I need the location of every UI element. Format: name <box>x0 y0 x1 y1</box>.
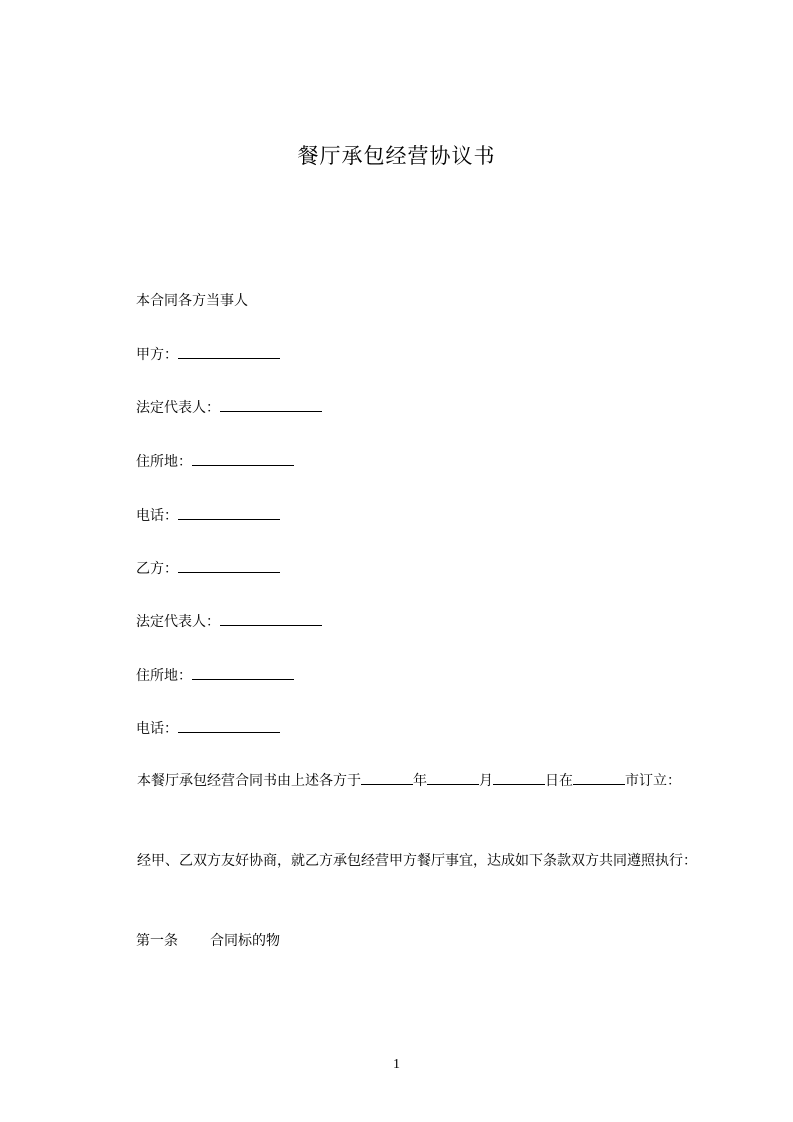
party-a-phone-line <box>136 505 280 526</box>
city-blank <box>573 770 625 785</box>
party-a-line <box>136 344 280 365</box>
party-a-phone-label: 电话： <box>136 508 178 524</box>
signing-paragraph <box>105 765 705 797</box>
party-a-rep-label: 法定代表人： <box>136 400 220 416</box>
intro-line: 本合同各方当事人 <box>136 293 248 309</box>
party-b-label: 乙方： <box>136 561 178 577</box>
page-number: 1 <box>393 1057 400 1072</box>
party-b-address-blank <box>192 665 294 680</box>
year-blank <box>361 770 413 785</box>
party-a-rep-blank <box>220 397 322 412</box>
article-1-number: 第一条 <box>136 933 178 949</box>
article-1-heading <box>136 931 280 951</box>
party-b-rep-blank <box>220 611 322 626</box>
party-a-address-line <box>136 451 294 472</box>
party-b-phone-label: 电话： <box>136 721 178 737</box>
signing-year: 年 <box>413 773 427 789</box>
party-b-address-label: 住所地： <box>136 668 192 684</box>
agreement-text: 经甲、乙双方友好协商，就乙方承包经营甲方餐厅事宜，达成如下条款双方共同遵照执行： <box>137 853 697 869</box>
party-b-rep-label: 法定代表人： <box>136 614 220 630</box>
month-blank <box>427 770 479 785</box>
agreement-paragraph <box>105 845 705 877</box>
party-b-address-line <box>136 665 294 686</box>
party-a-rep-line <box>136 397 322 418</box>
party-b-blank <box>178 558 280 573</box>
signing-city: 市订立： <box>625 773 681 789</box>
party-a-blank <box>178 344 280 359</box>
party-b-phone-blank <box>178 718 280 733</box>
document-title: 餐厅承包经营协议书 <box>297 144 496 168</box>
party-b-line <box>136 558 280 579</box>
party-a-phone-blank <box>178 505 280 520</box>
signing-prefix: 本餐厅承包经营合同书由上述各方于 <box>137 773 361 789</box>
signing-day-at: 日在 <box>545 773 573 789</box>
article-1-title: 合同标的物 <box>210 933 280 949</box>
day-blank <box>493 770 545 785</box>
party-b-rep-line <box>136 611 322 632</box>
party-a-address-label: 住所地： <box>136 454 192 470</box>
party-a-address-blank <box>192 451 294 466</box>
party-a-label: 甲方： <box>136 347 178 363</box>
signing-month: 月 <box>479 773 493 789</box>
party-b-phone-line <box>136 718 280 739</box>
